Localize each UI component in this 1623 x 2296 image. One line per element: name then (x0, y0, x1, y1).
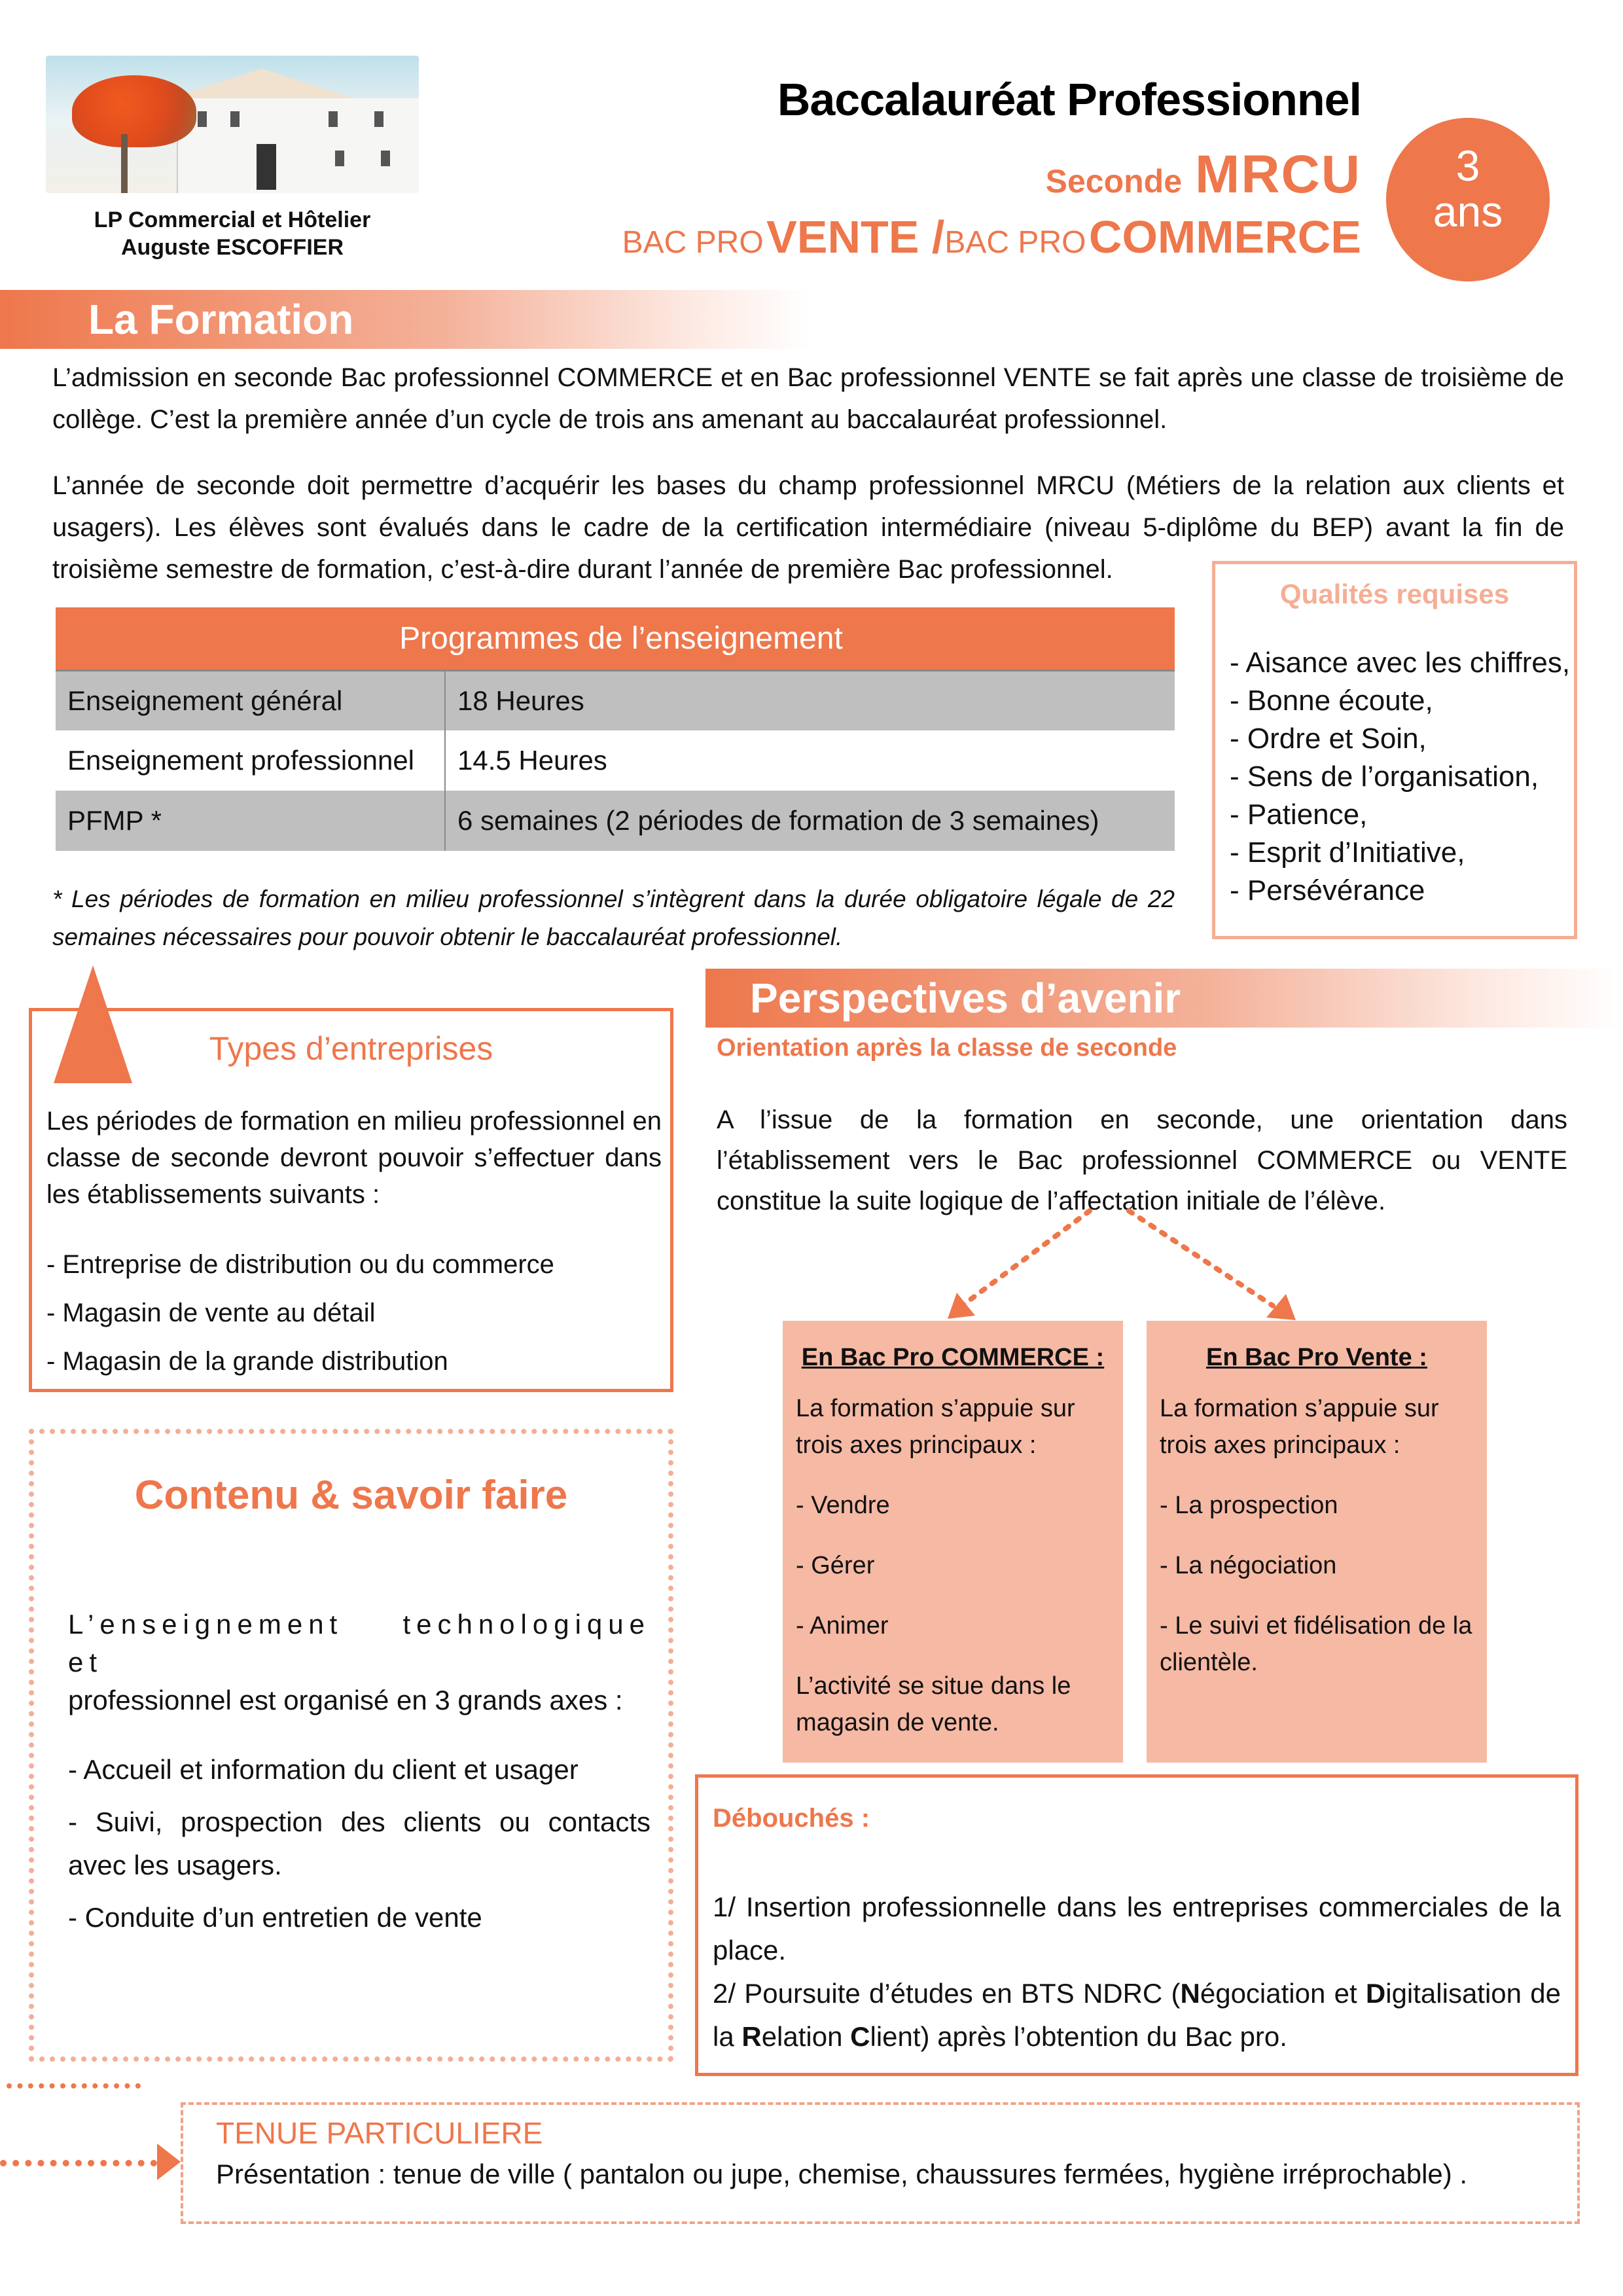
triangle-decoration-icon (54, 965, 132, 1083)
list-item: - La prospection (1160, 1492, 1338, 1519)
list-item: - Suivi, prospection des clients ou contacts avec les usagers. (68, 1806, 651, 1880)
outcome-item-2: 2/ Poursuite d’études en BTS NDRC (Négociation et Digitalisation de la Relation Client) après l’obtention du Bac pro. (713, 1978, 1561, 2052)
orientation-text: A l’issue de la formation en seconde, une orientation dans l’établissement vers le Bac professionnel COMMERCE ou VENTE constitue la suite logique de l’affectation initiale de l’élève. (717, 1105, 1567, 1215)
company-types-intro: Les périodes de formation en milieu professionnel en classe de seconde devront pouvoir s’effectuer dans les établissements suivants : (46, 1107, 662, 1209)
section-banner-perspectives: Perspectives d’avenir (705, 969, 1623, 1028)
vente-card: En Bac Pro Vente : La formation s’appuie sur trois axes principaux : - La prospection - La négociation - Le suivi et fidélisation de la clientèle. (1147, 1321, 1487, 1763)
qualities-title: Qualités requises (1279, 579, 1510, 609)
section-banner-formation: La Formation (0, 290, 812, 349)
branch-arrows-icon (942, 1208, 1309, 1322)
company-types-title: Types d’entreprises (209, 1030, 493, 1067)
school-logo-illustration (46, 56, 419, 193)
qualities-list (1215, 644, 1574, 910)
list-item: - Conduite d’un entretien de vente (68, 1902, 482, 1933)
list-item: - Aisance avec les chiffres, (1230, 647, 1571, 679)
list-item: - Persévérance (1230, 874, 1425, 906)
dotted-arrow-line (0, 2160, 157, 2166)
list-item: - Magasin de vente au détail (46, 1299, 376, 1327)
list-item: - Animer (796, 1612, 889, 1640)
list-item: - La négociation (1160, 1552, 1337, 1579)
content-intro: L’enseignement technologique et professionnel est organisé en 3 grands axes : (68, 1609, 651, 1715)
outcomes-title: Débouchés : (713, 1804, 870, 1833)
content-title: Contenu & savoir faire (134, 1473, 568, 1518)
company-types-list (46, 1240, 554, 1386)
qualities-box (1212, 561, 1577, 939)
outcomes-box (695, 1774, 1578, 2076)
list-item: - Magasin de la grande distribution (46, 1347, 448, 1376)
list-item: - Entreprise de distribution ou du commerce (46, 1250, 554, 1279)
building-facade (177, 98, 419, 193)
list-item: - Accueil et information du client et usager (68, 1754, 579, 1785)
duration-badge: 3 ans (1386, 118, 1550, 281)
list-item: - Ordre et Soin, (1230, 723, 1427, 755)
program-level: Seconde MRCU (1045, 145, 1361, 204)
orientation-title: Orientation après la classe de seconde (717, 1034, 1177, 1062)
dress-code-text: Présentation : tenue de ville ( pantalon ou jupe, chemise, chaussures fermées, hygiène irréprochable) . (216, 2159, 1468, 2189)
table-row: PFMP * 6 semaines (2 périodes de formation de 3 semaines) (56, 791, 1175, 851)
list-item: - Le suivi et fidélisation de la clientèle. (1160, 1612, 1472, 1676)
program-table (56, 607, 1175, 851)
list-item: - Gérer (796, 1552, 875, 1579)
vente-card-title: En Bac Pro Vente : (1206, 1344, 1427, 1371)
page-title: Baccalauréat Professionnel (777, 74, 1361, 125)
table-footnote: * Les périodes de formation en milieu professionnel s’intègrent dans la durée obligatoire légale de 22 semaines nécessaires pour pouvoir obtenir le baccalauréat professionnel. (52, 886, 1175, 950)
list-item: - Sens de l’organisation, (1230, 761, 1539, 793)
list-item: - Bonne écoute, (1230, 685, 1433, 717)
commerce-card: En Bac Pro COMMERCE : La formation s’appuie sur trois axes principaux : - Vendre - Gérer - Animer L’activité se situe dans le magasin de vente. (783, 1321, 1123, 1763)
table-title: Programmes de l’enseignement (56, 607, 1175, 670)
list-item: - Vendre (796, 1492, 890, 1519)
content-list (68, 1748, 651, 1948)
arrow-right-icon (157, 2144, 181, 2180)
list-item: - Esprit d’Initiative, (1230, 836, 1465, 869)
flame-tree (72, 75, 196, 147)
building-roof (170, 69, 353, 98)
formation-paragraph-1: L’admission en seconde Bac professionnel COMMERCE et en Bac professionnel VENTE se fait après une classe de troisième de collège. C’est la première année d’un cycle de trois ans amenant au baccalauréat professionnel. (52, 363, 1564, 434)
outcome-item-1: 1/ Insertion professionnelle dans les entreprises commerciales de la place. (713, 1892, 1561, 1965)
program-names: BAC PRO VENTE /BAC PRO COMMERCE (622, 211, 1361, 262)
formation-paragraph-2: L’année de seconde doit permettre d’acquérir les bases du champ professionnel MRCU (Métiers de la relation aux clients et usagers). Les élèves sont évalués dans le cadre de la certification intermédiaire (niveau 5-diplôme du BEP) avant la fin de troisième semestre de formation, c’est-à-dire durant l’année de première Bac professionnel. (52, 471, 1564, 584)
commerce-card-title: En Bac Pro COMMERCE : (801, 1344, 1105, 1371)
dotted-divider (7, 2083, 141, 2089)
table-row: Enseignement général 18 Heures (56, 670, 1175, 730)
dress-code-title: TENUE PARTICULIERE (216, 2116, 543, 2150)
dress-code-box (181, 2102, 1580, 2224)
content-box (29, 1429, 673, 2062)
list-item: - Patience, (1230, 798, 1368, 831)
school-name: LP Commercial et Hôtelier Auguste ESCOFFIER (94, 207, 371, 260)
tree-trunk (121, 134, 128, 193)
table-row: Enseignement professionnel 14.5 Heures (56, 730, 1175, 791)
